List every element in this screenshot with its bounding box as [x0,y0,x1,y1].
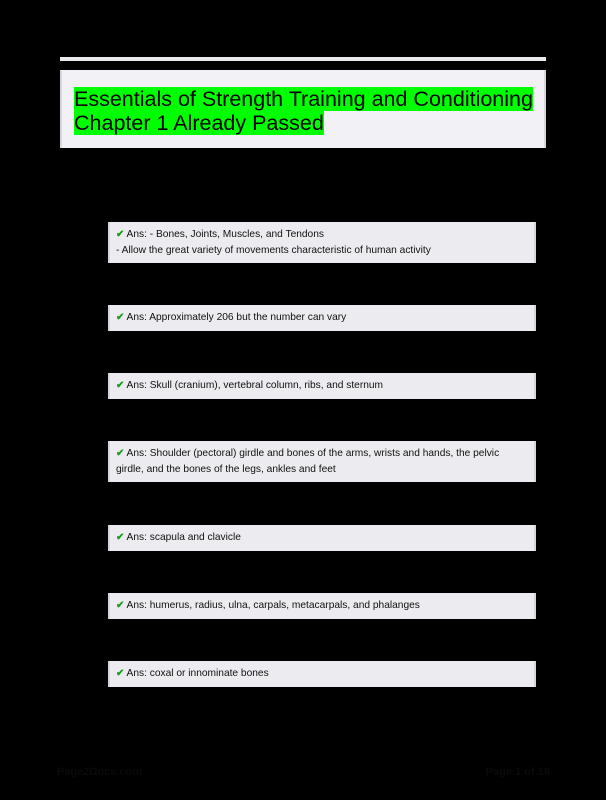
answer-text: Ans: Skull (cranium), vertebral column, ribs, and sternum [126,380,384,391]
answer-box [108,373,536,399]
check-icon: ✔ [116,448,125,459]
title-line-1: Essentials of Strength Training and Conditioning [74,87,533,111]
answer-box [108,222,536,263]
answer-box [108,305,536,331]
answer-text-continued: girdle, and the bones of the legs, ankles and feet [116,463,336,475]
check-icon: ✔ [116,668,125,679]
answer-text: Ans: - Bones, Joints, Muscles, and Tendons [126,229,324,240]
answer-text: Ans: humerus, radius, ulna, carpals, metacarpals, and phalanges [126,600,420,611]
check-icon: ✔ [116,600,125,611]
check-icon: ✔ [116,532,125,543]
answer-box [108,441,536,482]
answer-text: Ans: scapula and clavicle [126,532,241,543]
check-icon: ✔ [116,312,125,323]
top-rule [60,57,546,61]
check-icon: ✔ [116,229,125,240]
answer-box [108,525,536,551]
check-icon: ✔ [116,380,125,391]
answer-text: Ans: Approximately 206 but the number can vary [126,312,347,323]
title-box [60,70,546,148]
answer-box [108,661,536,687]
document-title [74,87,533,135]
answer-text: Ans: Shoulder (pectoral) girdle and bones of the arms, wrists and hands, the pelvic [126,448,500,459]
answer-text: Ans: coxal or innominate bones [126,668,269,679]
title-line-2: Chapter 1 Already Passed [74,111,324,135]
answer-text-continued: - Allow the great variety of movements characteristic of human activity [116,244,431,256]
footer-page-number: Page 1 of 18 [485,766,550,778]
answer-box [108,593,536,619]
footer-site: Page2Docs.com [57,766,142,778]
